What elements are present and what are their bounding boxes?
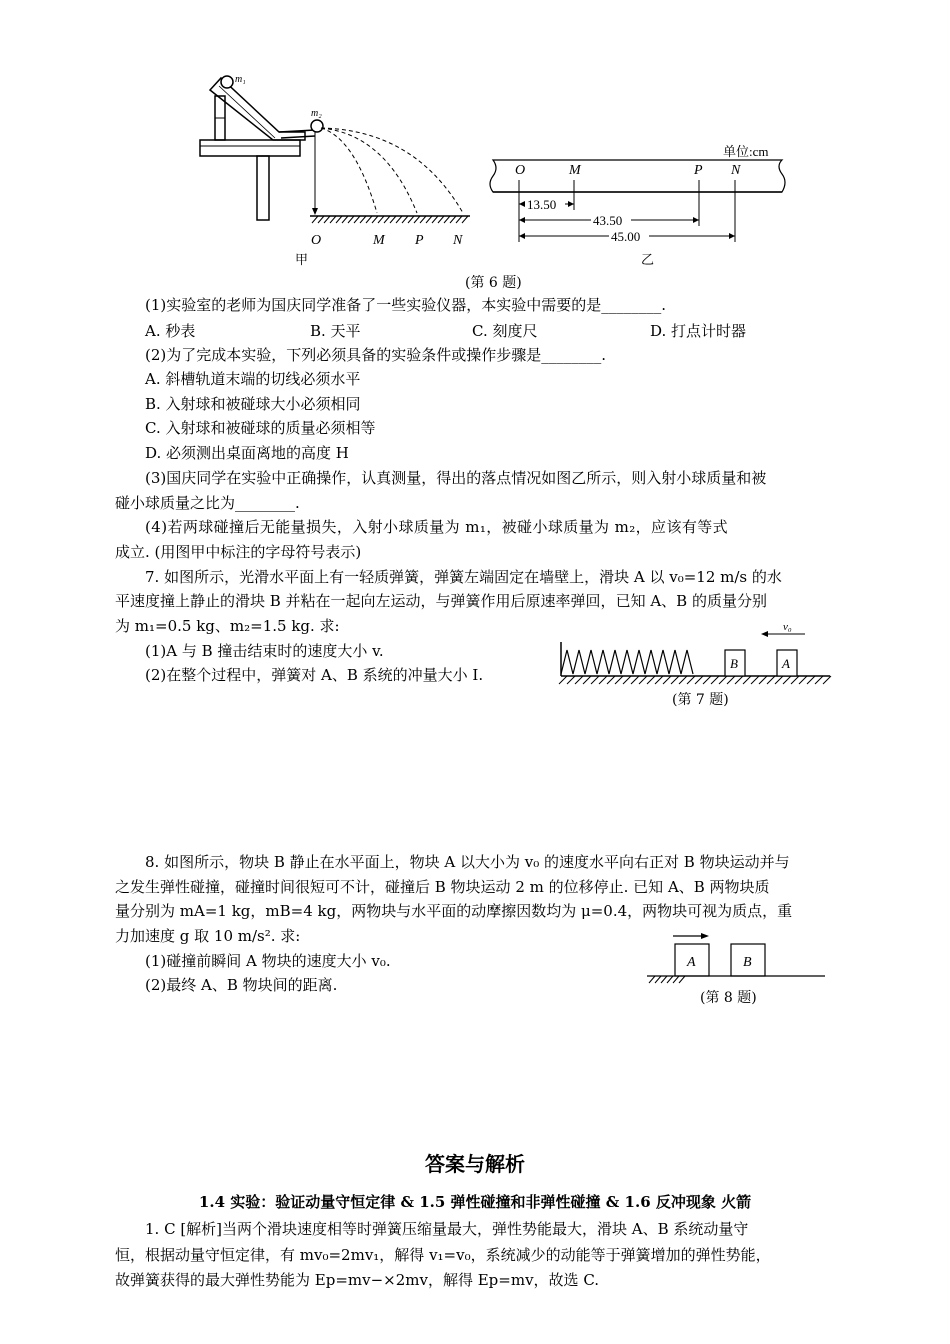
answer-1-line3: 故弹簧获得的最大弹性势能为 Ep=mv−×2mv，解得 Ep=mv，故选 C.: [115, 1271, 600, 1289]
q8-line3: 量分别为 mA=1 kg，mB=4 kg，两物块与水平面的动摩擦因数均为 μ=0.4，两物块可视为质点，重: [115, 902, 793, 920]
answer-1-line1: 1. C [解析]当两个滑块速度相等时弹簧压缩量最大，弹性势能最大，滑块 A、B 系统动量守: [145, 1220, 749, 1238]
ball-m1: [221, 76, 233, 88]
q6-part2-option-c: C. 入射球和被碰球的质量必须相等: [145, 419, 376, 437]
q6-part2-option-b: B. 入射球和被碰球大小必须相同: [145, 395, 361, 413]
q6-part4-line2: 成立. (用图甲中标注的字母符号表示): [115, 543, 362, 561]
label-m2: m₂: [311, 108, 322, 119]
label-P: P: [415, 233, 424, 248]
answers-title: 答案与解析: [425, 1152, 525, 1176]
unit-label: 单位:cm: [723, 144, 769, 159]
block-A-label: A: [687, 955, 696, 970]
figure-6-caption: (第 6 题): [465, 275, 522, 291]
label-m1: m₁: [235, 74, 246, 85]
q6-part1: (1)实验室的老师为国庆同学准备了一些实验仪器，本实验中需要的是________.: [145, 296, 667, 314]
ruler-N: N: [731, 163, 741, 178]
figure-7: [555, 620, 835, 690]
dim-OP: 43.50: [593, 213, 623, 228]
ruler-M: M: [569, 163, 581, 178]
q6-part4-line1: (4)若两球碰撞后无能量损失，入射小球质量为 m₁，被碰小球质量为 m₂，应该有等式: [145, 518, 729, 536]
q6-option-b: B. 天平: [310, 322, 361, 340]
q8-line1: 8. 如图所示，物块 B 静止在水平面上，物块 A 以大小为 v₀ 的速度水平向右正对 B 物块运动并与: [145, 853, 790, 871]
q6-part2-option-d: D. 必须测出桌面离地的高度 H: [145, 444, 349, 462]
ball-m2: [311, 120, 323, 132]
figure-6-apparatus: [195, 68, 485, 268]
block-B-label: B: [730, 656, 738, 671]
q6-part3-line2: 碰小球质量之比为________.: [115, 494, 300, 512]
label-M: M: [373, 233, 385, 248]
dim-ON: 45.00: [611, 229, 641, 244]
figure-8-caption: (第 8 题): [700, 990, 757, 1006]
spring: [561, 650, 693, 674]
figure-6-ruler: [485, 140, 795, 270]
q7-sub1: (1)A 与 B 撞击结束时的速度大小 v.: [145, 642, 384, 660]
table-top: [200, 140, 300, 156]
q8-sub2: (2)最终 A、B 物块间的距离.: [145, 976, 338, 994]
q6-option-c: C. 刻度尺: [472, 322, 538, 340]
q8-line4: 力加速度 g 取 10 m/s². 求:: [115, 927, 301, 945]
block-A-label: A: [782, 656, 790, 671]
ruler-O: O: [515, 163, 526, 178]
answer-1-line2: 恒，根据动量守恒定律，有 mv₀=2mv₁，解得 v₁=v₀，系统减少的动能等于弹簧增加的弹性势能，: [115, 1246, 771, 1264]
label-N: N: [453, 233, 463, 248]
q7-line2: 平速度撞上静止的滑块 B 并粘在一起向左运动，与弹簧作用后原速率弹回，已知 A、B 的质量分别: [115, 592, 767, 610]
q7-line3: 为 m₁=0.5 kg、m₂=1.5 kg. 求:: [115, 617, 340, 635]
q6-part2-option-a: A. 斜槽轨道末端的切线必须水平: [145, 370, 361, 388]
caption-jia: 甲: [295, 252, 309, 267]
dim-OM: 13.50: [527, 197, 557, 212]
q8-line2: 之发生弹性碰撞，碰撞时间很短可不计，碰撞后 B 物块运动 2 m 的位移停止. 已知 A、B 两物块质: [115, 878, 770, 896]
figure-8: [645, 928, 830, 988]
answers-section-heading: 1.4 实验：验证动量守恒定律 & 1.5 弹性碰撞和非弹性碰撞 & 1.6 反冲现象 火箭: [198, 1193, 752, 1211]
q6-option-a: A. 秒表: [145, 322, 196, 340]
q8-sub1: (1)碰撞前瞬间 A 物块的速度大小 v₀.: [145, 952, 391, 970]
velocity-label: v₀: [783, 621, 792, 633]
q7-line1: 7. 如图所示，光滑水平面上有一轻质弹簧，弹簧左端固定在墙壁上，滑块 A 以 v₀=12 m/s 的水: [145, 568, 782, 586]
q6-part3-line1: (3)国庆同学在实验中正确操作，认真测量，得出的落点情况如图乙所示，则入射小球质量和被: [145, 469, 767, 487]
block-B-label: B: [743, 955, 752, 970]
q6-part2: (2)为了完成本实验，下列必须具备的实验条件或操作步骤是________.: [145, 346, 607, 364]
caption-yi: 乙: [641, 252, 655, 267]
label-O: O: [311, 233, 322, 248]
q6-option-d: D. 打点计时器: [650, 322, 747, 340]
figure-7-caption: (第 7 题): [672, 692, 729, 708]
ruler-P: P: [694, 163, 703, 178]
table-leg: [257, 156, 269, 220]
q7-sub2: (2)在整个过程中，弹簧对 A、B 系统的冲量大小 I.: [145, 666, 484, 684]
